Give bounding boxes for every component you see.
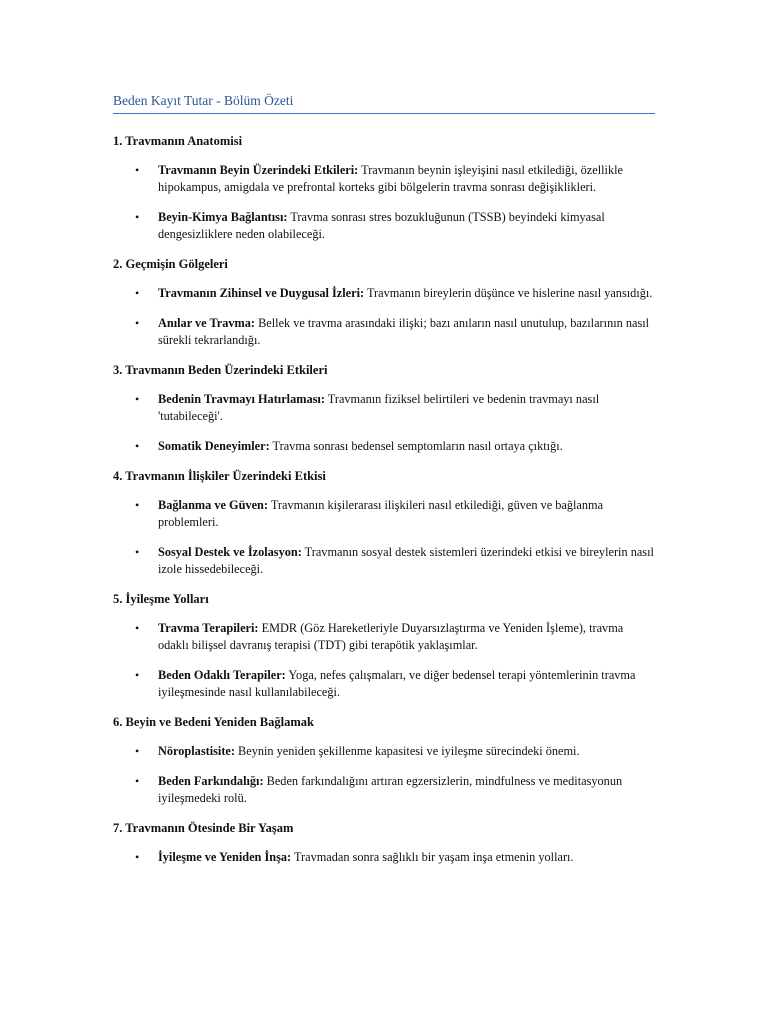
bullet-text: Yoga, nefes çalışmaları, ve diğer bedensel terapi yöntemlerinin travma iyileşmesinde nasıl kullanılabileceği.: [158, 668, 636, 699]
bullet-title: Bedenin Travmayı Hatırlaması:: [158, 392, 325, 406]
bullet-text: Travmanın fiziksel belirtileri ve bedenin travmayı nasıl 'tutabileceği'.: [158, 392, 600, 423]
bullet-text: Travmadan sonra sağlıklı bir yaşam inşa etmenin yolları.: [291, 850, 574, 864]
bullet-icon: •: [135, 163, 140, 177]
bullet-title: Travma Terapileri:: [158, 621, 259, 635]
bullet-text: Travmanın beynin işleyişini nasıl etkilediği, özellikle hipokampus, amigdala ve prefrontal korteks gibi bölgelerin travma sonrası değişiklikleri.: [158, 163, 623, 194]
bullet-icon: •: [135, 668, 140, 682]
bullet-list: [113, 391, 655, 455]
bullet-item: [113, 391, 655, 425]
bullet-text: Bellek ve travma arasındaki ilişki; bazı anıların nasıl unutulup, bazılarının nasıl sürekli tekrarlandığı.: [158, 316, 650, 347]
bullet-list: [113, 743, 655, 807]
bullet-text: Travmanın sosyal destek sistemleri üzerindeki etkisi ve bireylerin nasıl izole hissedebileceği.: [158, 545, 654, 576]
bullet-item: [113, 162, 655, 196]
bullet-item: [113, 209, 655, 243]
bullet-icon: •: [135, 850, 140, 864]
bullet-title: Travmanın Beyin Üzerindeki Etkileri:: [158, 163, 359, 177]
bullet-list: [113, 285, 655, 349]
bullet-icon: •: [135, 744, 140, 758]
bullet-icon: •: [135, 286, 140, 300]
bullet-list: [113, 620, 655, 701]
bullet-item: [113, 667, 655, 701]
section-heading: 1. Travmanın Anatomisi: [113, 134, 243, 148]
bullet-text: Travma sonrası bedensel semptomların nasıl ortaya çıktığı.: [269, 439, 563, 453]
bullet-text: Travma sonrası stres bozukluğunun (TSSB) beyindeki kimyasal dengesizliklere neden olabileceği.: [158, 210, 605, 241]
bullet-icon: •: [135, 498, 140, 512]
bullet-item: [113, 315, 655, 349]
section-heading: 2. Geçmişin Gölgeleri: [113, 257, 228, 271]
bullet-list: [113, 497, 655, 578]
section-heading: 7. Travmanın Ötesinde Bir Yaşam: [113, 821, 294, 835]
bullet-text: Beden farkındalığını artıran egzersizlerin, mindfulness ve meditasyonun iyileşmedeki rolü.: [158, 774, 623, 805]
document-page: [113, 92, 655, 879]
bullet-item: [113, 743, 655, 760]
bullet-title: Beden Farkındalığı:: [158, 774, 264, 788]
bullet-icon: •: [135, 316, 140, 330]
section-heading: 4. Travmanın İlişkiler Üzerindeki Etkisi: [113, 469, 326, 483]
bullet-item: [113, 497, 655, 531]
section-1: [113, 133, 655, 243]
bullet-item: [113, 620, 655, 654]
bullet-title: İyileşme ve Yeniden İnşa:: [158, 850, 292, 864]
bullet-icon: •: [135, 210, 140, 224]
document-title: Beden Kayıt Tutar - Bölüm Özeti: [113, 92, 655, 114]
bullet-title: Anılar ve Travma:: [158, 316, 255, 330]
document-body: [113, 133, 655, 866]
section-5: [113, 591, 655, 701]
section-3: [113, 362, 655, 455]
bullet-item: [113, 544, 655, 578]
bullet-list: [113, 849, 655, 866]
bullet-text: EMDR (Göz Hareketleriyle Duyarsızlaştırma ve Yeniden İşleme), travma odaklı bilişsel davranış terapisi (TDT) gibi terapötik yaklaşımlar.: [158, 621, 624, 652]
bullet-icon: •: [135, 439, 140, 453]
section-2: [113, 256, 655, 349]
bullet-title: Beden Odaklı Terapiler:: [158, 668, 286, 682]
bullet-item: [113, 285, 655, 302]
bullet-item: [113, 773, 655, 807]
bullet-text: Travmanın kişilerarası ilişkileri nasıl etkilediği, güven ve bağlanma problemleri.: [158, 498, 604, 529]
bullet-title: Somatik Deneyimler:: [158, 439, 270, 453]
bullet-title: Sosyal Destek ve İzolasyon:: [158, 545, 302, 559]
bullet-item: [113, 438, 655, 455]
bullet-text: Beynin yeniden şekillenme kapasitesi ve iyileşme sürecindeki önemi.: [234, 744, 580, 758]
bullet-text: Travmanın bireylerin düşünce ve hislerine nasıl yansıdığı.: [364, 286, 653, 300]
bullet-icon: •: [135, 545, 140, 559]
section-heading: 5. İyileşme Yolları: [113, 592, 209, 606]
bullet-item: [113, 849, 655, 866]
bullet-title: Nöroplastisite:: [158, 744, 235, 758]
bullet-icon: •: [135, 392, 140, 406]
section-4: [113, 468, 655, 578]
bullet-icon: •: [135, 774, 140, 788]
section-6: [113, 714, 655, 807]
bullet-icon: •: [135, 621, 140, 635]
bullet-title: Beyin-Kimya Bağlantısı:: [158, 210, 288, 224]
bullet-list: [113, 162, 655, 243]
section-heading: 3. Travmanın Beden Üzerindeki Etkileri: [113, 363, 328, 377]
bullet-title: Bağlanma ve Güven:: [158, 498, 268, 512]
bullet-title: Travmanın Zihinsel ve Duygusal İzleri:: [158, 286, 365, 300]
section-7: [113, 820, 655, 866]
section-heading: 6. Beyin ve Bedeni Yeniden Bağlamak: [113, 715, 314, 729]
